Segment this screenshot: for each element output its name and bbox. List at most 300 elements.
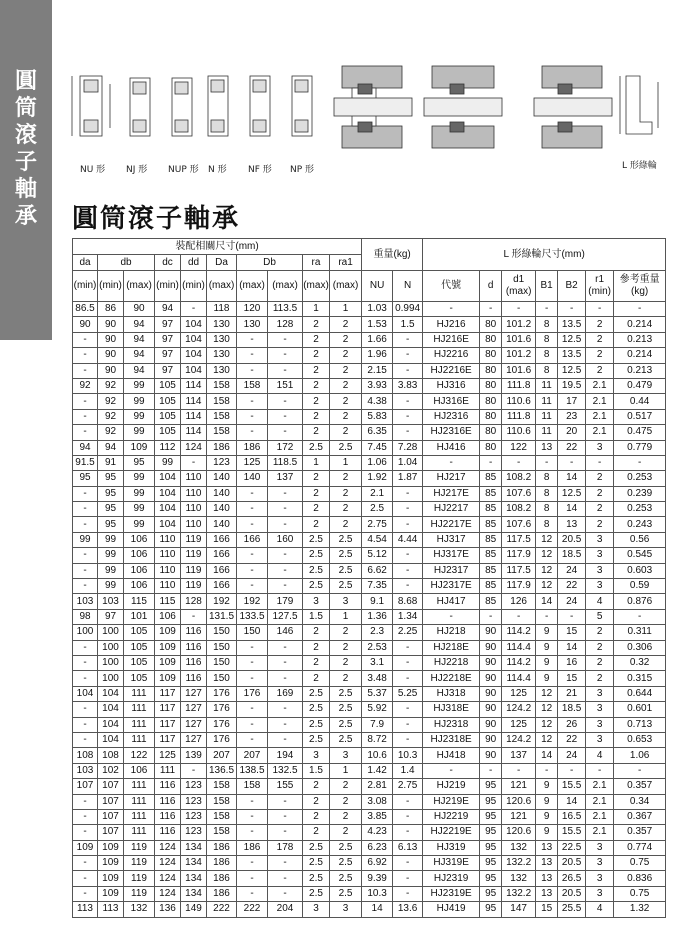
table-cell: 113 (98, 902, 124, 917)
table-cell: 99 (98, 579, 124, 594)
table-cell: 14 (558, 794, 586, 809)
table-cell: 2.5 (303, 856, 330, 871)
table-cell: 22 (558, 732, 586, 747)
table-cell: 2.5 (330, 871, 362, 886)
unit-header-cell: (min) (155, 271, 181, 302)
n-type-diagram (208, 76, 228, 136)
table-cell: 123 (181, 825, 207, 840)
table-cell: 2.5 (330, 686, 362, 701)
table-cell: 2 (586, 517, 614, 532)
table-cell: 109 (98, 886, 124, 901)
table-cell: 2.5 (303, 732, 330, 747)
table-cell: 95 (480, 825, 502, 840)
table-cell: - (558, 609, 586, 624)
table-cell: 130 (207, 348, 237, 363)
table-cell: 12 (536, 548, 558, 563)
table-cell: 3 (586, 840, 614, 855)
table-cell: 101.2 (502, 317, 536, 332)
table-cell: 186 (207, 840, 237, 855)
table-cell: 1 (303, 302, 330, 317)
table-cell: 132 (502, 871, 536, 886)
table-cell: - (393, 409, 423, 424)
table-cell: 16 (558, 655, 586, 670)
table-cell: 92 (98, 394, 124, 409)
table-cell: HJ219E (423, 794, 480, 809)
mounting-diagram-1 (334, 66, 412, 148)
table-cell: - (237, 702, 268, 717)
table-cell: 2 (330, 471, 362, 486)
table-cell: - (480, 455, 502, 470)
table-cell: 122 (124, 748, 155, 763)
table-cell: - (268, 671, 303, 686)
table-cell: 2 (586, 502, 614, 517)
table-cell: 105 (155, 409, 181, 424)
table-cell: 120.6 (502, 794, 536, 809)
table-cell: 137 (268, 471, 303, 486)
table-cell: - (268, 348, 303, 363)
table-cell: - (268, 486, 303, 501)
table-cell: 1.92 (362, 471, 393, 486)
table-cell: HJ218E (423, 640, 480, 655)
table-cell: - (393, 732, 423, 747)
table-cell: 166 (207, 579, 237, 594)
table-cell: 116 (155, 809, 181, 824)
table-cell: 90 (73, 317, 98, 332)
table-cell: 85 (480, 502, 502, 517)
table-cell: 104 (181, 332, 207, 347)
table-cell: 176 (237, 686, 268, 701)
table-cell: 176 (207, 717, 237, 732)
table-cell: 91.5 (73, 455, 98, 470)
col-db: db (98, 255, 155, 271)
table-cell: 1.32 (614, 902, 666, 917)
table-cell: - (181, 763, 207, 778)
table-cell: 107 (98, 809, 124, 824)
table-row (73, 840, 666, 855)
table-cell: 3 (586, 871, 614, 886)
table-cell: - (73, 486, 98, 501)
table-cell: 106 (124, 763, 155, 778)
table-cell: HJ2218E (423, 671, 480, 686)
table-cell: 2.1 (586, 779, 614, 794)
table-cell: - (73, 332, 98, 347)
table-cell: 103 (73, 763, 98, 778)
table-cell: 8 (536, 502, 558, 517)
table-cell: 106 (124, 548, 155, 563)
table-cell: - (393, 794, 423, 809)
table-cell: 95 (124, 455, 155, 470)
table-cell: 109 (155, 655, 181, 670)
table-cell: 0.479 (614, 378, 666, 393)
table-cell: HJ218 (423, 625, 480, 640)
table-cell: 86 (98, 302, 124, 317)
table-cell: 18.5 (558, 548, 586, 563)
table-cell: 4.44 (393, 532, 423, 547)
table-cell: 2 (586, 486, 614, 501)
table-cell: 8.72 (362, 732, 393, 747)
table-cell: 0.357 (614, 825, 666, 840)
table-cell: 128 (268, 317, 303, 332)
table-cell: 15 (558, 671, 586, 686)
table-cell: 8 (536, 363, 558, 378)
table-cell: 105 (155, 394, 181, 409)
table-row (73, 886, 666, 901)
table-cell: 5.92 (362, 702, 393, 717)
unit-header-cell: r1 (min) (586, 271, 614, 302)
table-cell: 105 (155, 378, 181, 393)
table-cell: - (181, 455, 207, 470)
table-cell: - (268, 717, 303, 732)
table-cell: 2 (330, 317, 362, 332)
l-ring-diagram (620, 76, 658, 134)
table-cell: 0.56 (614, 532, 666, 547)
table-cell: 106 (124, 579, 155, 594)
table-cell: 8 (536, 486, 558, 501)
table-cell: 101.2 (502, 348, 536, 363)
table-cell: 105 (124, 671, 155, 686)
table-row (73, 594, 666, 609)
table-cell: 133.5 (237, 609, 268, 624)
unit-header-cell: (min) (73, 271, 98, 302)
side-char: 承 (14, 204, 37, 229)
table-cell: 2.5 (303, 840, 330, 855)
table-cell: 110 (181, 486, 207, 501)
table-cell: 119 (181, 548, 207, 563)
table-cell: HJ217E (423, 486, 480, 501)
table-cell: - (393, 655, 423, 670)
table-cell: - (237, 809, 268, 824)
table-cell: 3.93 (362, 378, 393, 393)
table-cell: 166 (207, 532, 237, 547)
table-cell: 0.75 (614, 856, 666, 871)
table-cell: 12 (536, 579, 558, 594)
table-cell: 9.1 (362, 594, 393, 609)
table-cell: - (73, 409, 98, 424)
table-cell: 111 (155, 763, 181, 778)
table-cell: 2.5 (303, 717, 330, 732)
table-cell: 126 (502, 594, 536, 609)
table-cell: 158 (207, 378, 237, 393)
table-cell: 106 (124, 532, 155, 547)
table-row (73, 394, 666, 409)
table-cell: 20 (558, 425, 586, 440)
table-cell: 99 (124, 425, 155, 440)
table-cell: 0.44 (614, 394, 666, 409)
table-cell: 3 (586, 717, 614, 732)
table-cell: - (614, 302, 666, 317)
spec-table (72, 238, 666, 918)
unit-header-cell: NU (362, 271, 393, 302)
table-cell: 98 (73, 609, 98, 624)
table-cell: 3 (330, 594, 362, 609)
table-cell: 26.5 (558, 871, 586, 886)
section-side-tab (0, 0, 52, 340)
table-cell: 107 (98, 794, 124, 809)
table-cell: - (237, 886, 268, 901)
table-cell: 160 (268, 532, 303, 547)
table-cell: 85 (480, 594, 502, 609)
table-cell: 194 (268, 748, 303, 763)
table-cell: 80 (480, 394, 502, 409)
table-cell: - (237, 856, 268, 871)
table-cell: 117 (155, 717, 181, 732)
table-cell: HJ2318 (423, 717, 480, 732)
table-cell: 132.2 (502, 856, 536, 871)
table-cell: 90 (480, 655, 502, 670)
table-cell: 1.96 (362, 348, 393, 363)
table-cell: 107 (98, 825, 124, 840)
table-cell: 92 (73, 378, 98, 393)
table-cell: 0.367 (614, 809, 666, 824)
table-cell: 12.5 (558, 332, 586, 347)
table-cell: 158 (207, 425, 237, 440)
table-cell: 138.5 (237, 763, 268, 778)
table-cell: 132 (502, 840, 536, 855)
table-cell: 2 (330, 825, 362, 840)
table-cell: 1 (330, 609, 362, 624)
table-cell: 99 (124, 517, 155, 532)
table-cell: 2 (586, 471, 614, 486)
table-cell: 6.23 (362, 840, 393, 855)
table-cell: 151 (268, 378, 303, 393)
table-cell: 80 (480, 440, 502, 455)
table-cell: 117 (155, 686, 181, 701)
table-cell: 109 (155, 625, 181, 640)
table-cell: 125 (237, 455, 268, 470)
table-cell: 2 (303, 317, 330, 332)
table-cell: 10.6 (362, 748, 393, 763)
table-cell: 4 (586, 902, 614, 917)
unit-header-cell: (max) (303, 271, 330, 302)
table-cell: 106 (155, 609, 181, 624)
table-row (73, 363, 666, 378)
table-cell: 0.876 (614, 594, 666, 609)
table-cell: 0.774 (614, 840, 666, 855)
table-cell: 3 (330, 902, 362, 917)
table-row (73, 378, 666, 393)
table-cell: - (268, 794, 303, 809)
table-cell: 104 (155, 502, 181, 517)
table-cell: 91 (98, 455, 124, 470)
table-cell: 2 (586, 332, 614, 347)
table-cell: 114.4 (502, 640, 536, 655)
table-cell: - (423, 763, 480, 778)
table-cell: 125 (155, 748, 181, 763)
table-cell: - (393, 548, 423, 563)
table-cell: - (268, 425, 303, 440)
table-cell: 85 (480, 517, 502, 532)
table-cell: 9 (536, 809, 558, 824)
table-row (73, 702, 666, 717)
table-cell: 90 (124, 302, 155, 317)
table-cell: 90 (480, 686, 502, 701)
table-cell: 179 (268, 594, 303, 609)
table-row (73, 732, 666, 747)
table-cell: 124.2 (502, 702, 536, 717)
table-row (73, 609, 666, 624)
table-cell: 3 (586, 579, 614, 594)
table-cell: 2 (330, 363, 362, 378)
table-cell: 0.779 (614, 440, 666, 455)
table-cell: 1 (330, 455, 362, 470)
table-cell: - (393, 579, 423, 594)
table-cell: 104 (73, 686, 98, 701)
table-cell: 110 (155, 579, 181, 594)
table-cell: 0.243 (614, 517, 666, 532)
table-cell: 13.5 (558, 317, 586, 332)
table-cell: 99 (124, 502, 155, 517)
table-cell: 3 (303, 594, 330, 609)
table-cell: 92 (98, 409, 124, 424)
table-cell: 132.2 (502, 886, 536, 901)
table-cell: 108.2 (502, 471, 536, 486)
table-cell: 95 (480, 779, 502, 794)
table-cell: 3 (586, 563, 614, 578)
nf-type-caption: NF 形 (248, 165, 272, 175)
table-row (73, 655, 666, 670)
table-cell: HJ318 (423, 686, 480, 701)
table-cell: 10.3 (393, 748, 423, 763)
table-cell: HJ2219 (423, 809, 480, 824)
table-cell: 1.03 (362, 302, 393, 317)
table-cell: 104 (98, 732, 124, 747)
table-cell: - (268, 363, 303, 378)
table-cell: 9 (536, 655, 558, 670)
table-cell: 20.5 (558, 532, 586, 547)
table-cell: 2 (330, 794, 362, 809)
table-cell: 124 (155, 856, 181, 871)
table-cell: 4 (586, 594, 614, 609)
table-cell: 0.713 (614, 717, 666, 732)
table-cell: 111 (124, 825, 155, 840)
table-cell: 12 (536, 702, 558, 717)
table-cell: 1 (330, 302, 362, 317)
table-cell: 112 (155, 440, 181, 455)
table-cell: - (73, 671, 98, 686)
table-cell: 122 (502, 440, 536, 455)
table-cell: 158 (207, 394, 237, 409)
table-cell: 13.5 (558, 348, 586, 363)
table-cell: 2 (330, 502, 362, 517)
table-cell: - (237, 502, 268, 517)
table-cell: 95 (98, 517, 124, 532)
table-cell: - (614, 609, 666, 624)
table-cell: 2 (303, 640, 330, 655)
table-cell: 128 (181, 594, 207, 609)
table-row (73, 425, 666, 440)
table-cell: 2.5 (330, 579, 362, 594)
table-row (73, 856, 666, 871)
table-cell: 2.1 (586, 825, 614, 840)
table-cell: 114 (181, 425, 207, 440)
table-cell: - (73, 579, 98, 594)
table-cell: 2.1 (586, 809, 614, 824)
table-cell: - (586, 763, 614, 778)
table-cell: 1.5 (393, 317, 423, 332)
table-cell: 7.9 (362, 717, 393, 732)
table-cell: 0.836 (614, 871, 666, 886)
table-cell: HJ316E (423, 394, 480, 409)
table-cell: 2.5 (303, 579, 330, 594)
table-cell: - (73, 640, 98, 655)
table-cell: 158 (207, 809, 237, 824)
table-cell: 3.08 (362, 794, 393, 809)
table-cell: HJ216 (423, 317, 480, 332)
table-cell: - (558, 302, 586, 317)
unit-header-cell: 代號 (423, 271, 480, 302)
table-cell: 2.1 (586, 425, 614, 440)
table-cell: - (237, 732, 268, 747)
mounting-dimensions-header: 裝配相關尺寸(mm) (73, 239, 362, 255)
table-cell: 2 (330, 409, 362, 424)
table-cell: 2 (330, 394, 362, 409)
table-cell: 95 (98, 502, 124, 517)
table-cell: 111 (124, 686, 155, 701)
table-cell: 130 (207, 332, 237, 347)
table-cell: 7.45 (362, 440, 393, 455)
table-cell: 2.5 (330, 440, 362, 455)
table-cell: - (237, 655, 268, 670)
table-cell: 114 (181, 394, 207, 409)
table-cell: 2.5 (330, 717, 362, 732)
table-cell: 110 (181, 502, 207, 517)
table-cell: 4.23 (362, 825, 393, 840)
table-cell: 97 (155, 363, 181, 378)
table-cell: 15.5 (558, 779, 586, 794)
table-cell: 2 (303, 425, 330, 440)
table-cell: 3 (586, 886, 614, 901)
table-cell: 80 (480, 332, 502, 347)
table-cell: 14 (536, 594, 558, 609)
l-ring-caption: L 形綠輪 (622, 161, 657, 171)
table-cell: - (237, 563, 268, 578)
table-cell: - (393, 871, 423, 886)
table-cell: 1.42 (362, 763, 393, 778)
unit-header-cell: B2 (558, 271, 586, 302)
table-cell: 0.59 (614, 579, 666, 594)
table-row (73, 779, 666, 794)
table-cell: 2 (330, 779, 362, 794)
table-cell: - (268, 809, 303, 824)
side-char: 圓 (14, 69, 37, 94)
table-cell: 137 (502, 748, 536, 763)
table-cell: 1 (330, 763, 362, 778)
table-cell: - (73, 548, 98, 563)
table-cell: 80 (480, 409, 502, 424)
table-cell: 94 (124, 348, 155, 363)
table-row (73, 317, 666, 332)
table-cell: - (393, 671, 423, 686)
table-cell: 1.87 (393, 471, 423, 486)
table-cell: 85 (480, 532, 502, 547)
table-cell: 2.53 (362, 640, 393, 655)
table-row (73, 471, 666, 486)
table-cell: 104 (181, 348, 207, 363)
table-cell: 8 (536, 517, 558, 532)
table-cell: 12.5 (558, 486, 586, 501)
table-cell: - (268, 332, 303, 347)
table-cell: 140 (207, 486, 237, 501)
table-cell: 127 (181, 686, 207, 701)
table-cell: 158 (207, 825, 237, 840)
table-cell: 21 (558, 686, 586, 701)
table-cell: 3 (303, 902, 330, 917)
table-cell: 114.2 (502, 655, 536, 670)
table-cell: 2.5 (303, 886, 330, 901)
table-cell: 150 (207, 655, 237, 670)
table-cell: 5 (586, 609, 614, 624)
table-cell: 110 (155, 532, 181, 547)
